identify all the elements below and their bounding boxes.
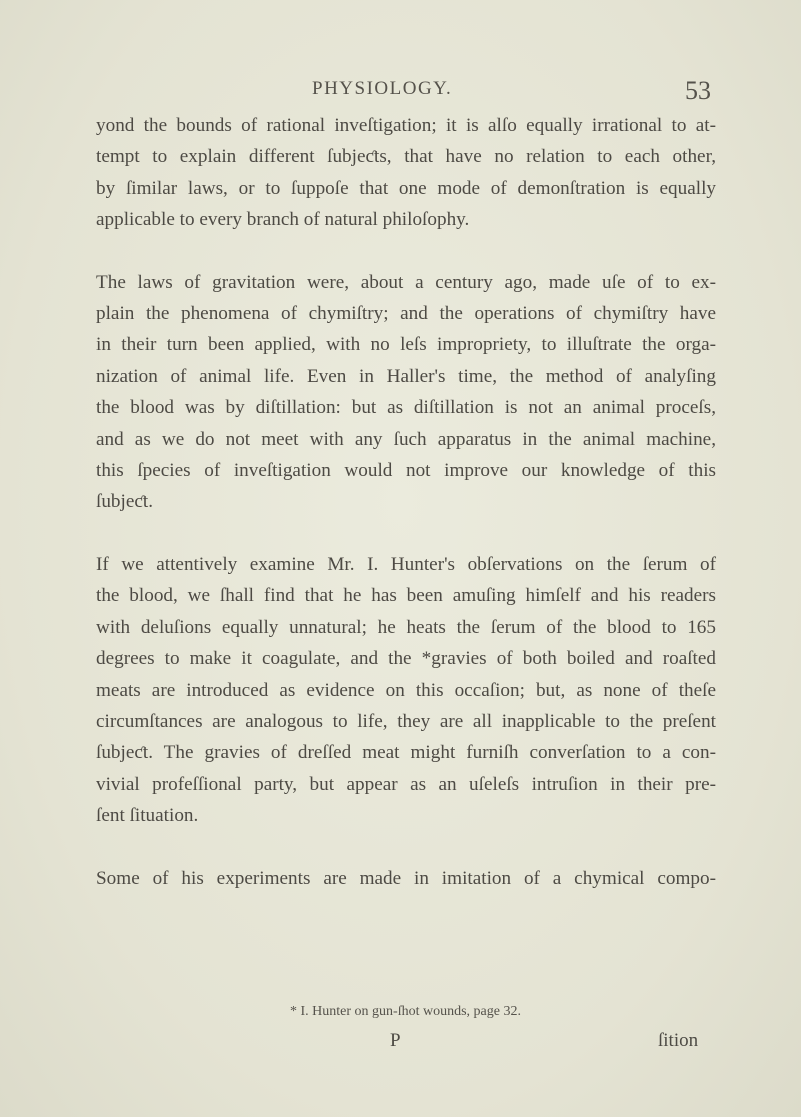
text-line: plain the phenomena of chymiſtry; and the operations of chymiſtry have [96,303,716,325]
text-line: in their turn been applied, with no leſs impropriety, to illuſtrate the orga- [96,334,716,356]
text-line: the blood was by diſtillation: but as diſtillation is not an animal proceſs, [96,397,716,419]
text-line: If we attentively examine Mr. I. Hunter's obſervations on the ſerum of [96,553,716,575]
text-line: ſubjeƈt. [96,491,154,513]
text-line: the blood, we ſhall find that he has been amuſing himſelf and his readers [96,585,716,607]
signature-mark: P [390,1030,401,1051]
text-line: with deluſions equally unnatural; he heats the ſerum of the blood to 165 [96,616,716,638]
footnote: * I. Hunter on gun-ſhot wounds, page 32. [290,1004,521,1019]
paragraph-gap [96,832,716,863]
paragraph-gap [96,236,716,267]
paragraph [96,110,716,236]
paragraph [96,267,716,518]
text-line: tempt to explain different ſubjeƈts, that have no relation to each other, [96,146,716,168]
text-line: and as we do not meet with any ſuch apparatus in the animal machine, [96,428,716,450]
paragraph [96,549,716,832]
text-line: ſent ſituation. [96,805,199,827]
text-line: by ſimilar laws, or to ſuppoſe that one mode of demonſtration is equally [96,177,716,199]
text-line: this ſpecies of inveſtigation would not improve our knowledge of this [96,460,716,482]
text-line: meats are introduced as evidence on this occaſion; but, as none of theſe [96,679,716,701]
text-line: ſubjeƈt. The gravies of dreſſed meat might furniſh converſation to a con- [96,742,716,764]
text-line: vivial profeſſional party, but appear as an uſeleſs intruſion in their pre- [96,773,716,795]
text-line: degrees to make it coagulate, and the *gravies of both boiled and roaſted [96,648,716,670]
paragraph [96,863,716,894]
page-number: 53 [685,76,711,105]
text-line: nization of animal life. Even in Haller's time, the method of analyſing [96,365,716,387]
text-line: yond the bounds of rational inveſtigation; it is alſo equally irrational to at- [96,115,716,136]
running-title: PHYSIOLOGY. [312,78,453,99]
catchword: ſition [658,1030,699,1051]
text-line: The laws of gravitation were, about a century ago, made uſe of to ex- [96,271,716,293]
paragraph-gap [96,518,716,549]
body-text [96,110,716,894]
running-head [0,74,801,110]
text-line: circumſtances are analogous to life, they are all inapplicable to the preſent [96,710,716,732]
text-line: applicable to every branch of natural philoſophy. [96,209,470,231]
text-line: Some of his experiments are made in imitation of a chymical compo- [96,867,716,889]
